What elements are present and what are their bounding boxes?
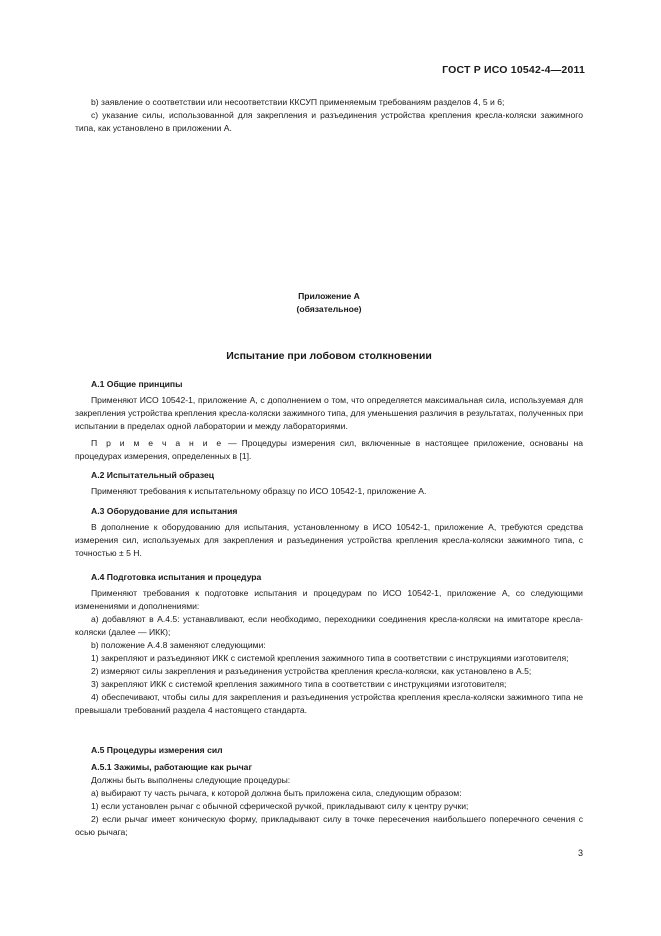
section-a4-item-2: 2) измеряют силы закрепления и разъединения устройства крепления кресла-коляски, как установлено в А.5; xyxy=(91,666,532,676)
section-a5-heading: А.5 Процедуры измерения сил xyxy=(91,745,223,755)
annex-title-block xyxy=(75,290,583,316)
section-a5-item-2: 2) если рычаг имеет коническую форму, прикладывают силу в точке пересечения наибольшего поперечного сечения с осью рычага; xyxy=(75,814,583,837)
section-a1-heading: А.1 Общие принципы xyxy=(91,379,183,389)
section-a4 xyxy=(75,571,583,717)
section-a4-item-3: 3) закрепляют ИКК с системой крепления зажимного типа в соответствии с инструкциями изготовителя; xyxy=(91,679,507,689)
intro-item-b: b) заявление о соответствии или несоответствии ККСУП применяемым требованиям разделов 4, 5 и 6; xyxy=(91,97,505,107)
section-a1-paragraph: Применяют ИСО 10542-1, приложение А, с дополнением о том, что определяется максимальная сила, используемая для закрепления устройства крепления кресла-коляски зажимного типа, для уменьшения различия в результатах, полученных при испытании в пределах одной лаборатории и между лабораториями. xyxy=(75,395,583,431)
standard-code-header: ГОСТ Р ИСО 10542-4—2011 xyxy=(442,64,585,76)
section-a2-heading: А.2 Испытательный образец xyxy=(91,470,215,480)
section-a4-item-1: 1) закрепляют и разъединяют ИКК с системой крепления зажимного типа в соответствии с инструкциями изготовителя; xyxy=(91,653,569,663)
note-text: — Процедуры измерения сил, включенные в настоящее приложение, основаны на процедурах измерения, определенных в [1]. xyxy=(75,438,584,461)
section-a1-note xyxy=(75,437,583,463)
annex-heading-block xyxy=(75,350,583,363)
section-a5 xyxy=(75,744,583,839)
annex-status: (обязательное) xyxy=(296,304,362,314)
section-a4-item-4: 4) обеспечивают, чтобы силы для закрепления и разъединения устройства крепления кресла-коляски зажимного типа не превышали требований раздела 4 настоящего стандарта. xyxy=(75,692,583,715)
annex-heading: Испытание при лобовом столкновении xyxy=(226,350,432,362)
intro-item-c: c) указание силы, использованной для закрепления и разъединения устройства крепления кресла-коляски зажимного типа, как установлено в приложении А. xyxy=(75,110,583,133)
section-a5-paragraph: Должны быть выполнены следующие процедуры: xyxy=(91,775,291,785)
section-a5-1-heading: А.5.1 Зажимы, работающие как рычаг xyxy=(91,762,253,772)
section-a4-item-b: b) положение А.4.8 заменяют следующими: xyxy=(91,640,266,650)
section-a5-item-a: а) выбирают ту часть рычага, к которой должна быть приложена сила, следующим образом: xyxy=(91,788,462,798)
section-a4-heading: А.4 Подготовка испытания и процедура xyxy=(91,572,262,582)
section-a2 xyxy=(75,469,583,498)
section-a3 xyxy=(75,505,583,560)
section-a4-paragraph: Применяют требования к подготовке испытания и процедурам по ИСО 10542-1, приложение А, со следующими изменениями и дополнениями: xyxy=(75,588,583,611)
annex-title: Приложение А xyxy=(298,291,360,301)
section-a3-heading: А.3 Оборудование для испытания xyxy=(91,506,238,516)
intro-block xyxy=(75,96,583,135)
note-label: П р и м е ч а н и е xyxy=(91,438,224,448)
section-a3-paragraph: В дополнение к оборудованию для испытания, установленному в ИСО 10542-1, приложение А, требуются средства измерения сил, используемых для закрепления и разъединения устройства крепления кресла-коляски зажимного типа, с точностью ± 5 Н. xyxy=(75,522,583,558)
section-a5-item-1: 1) если установлен рычаг с обычной сферической ручкой, прикладывают силу к центру ручки; xyxy=(91,801,469,811)
section-a1 xyxy=(75,378,583,463)
page-number: 3 xyxy=(577,848,583,858)
section-a2-paragraph: Применяют требования к испытательному образцу по ИСО 10542-1, приложение А. xyxy=(91,486,427,496)
section-a4-item-a: а) добавляют в А.4.5: устанавливают, если необходимо, переходники соединения кресла-коляски на имитаторе кресла-коляски (далее — ИКК); xyxy=(75,614,583,637)
